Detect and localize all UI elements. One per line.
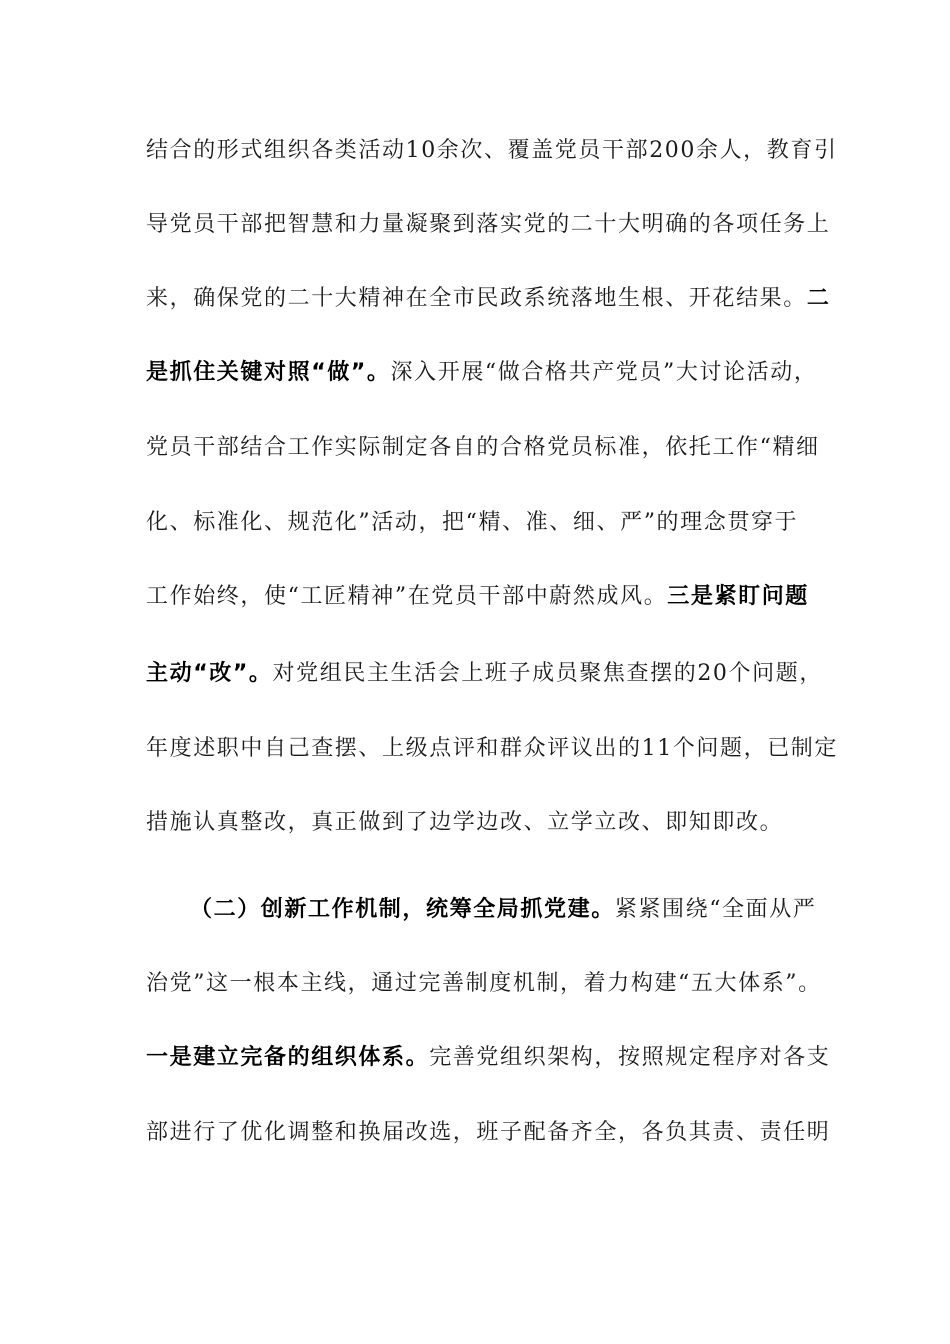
text-segment: 化、标准化、规范化”活动，把“精、准、细、严”的理念贯穿于: [146, 510, 799, 535]
bold-text-segment: （二）创新工作机制，统筹全局抓党建。: [190, 897, 615, 922]
text-line-7: [146, 577, 809, 617]
text-segment: 措施认真整改，真正做到了边学边改、立学立改、即知即改。: [146, 810, 784, 835]
text-line-11: [190, 890, 817, 930]
text-segment: 深入开展“做合格共产党员”大讨论活动，: [390, 360, 818, 385]
text-line-13: [146, 1038, 831, 1078]
bold-text-segment: 三是紧盯问题: [667, 584, 809, 609]
text-line-8: [146, 654, 823, 694]
text-line-9: [146, 729, 838, 769]
bold-text-segment: 是抓住关键对照“做”。: [146, 360, 391, 385]
text-line-2: [146, 205, 831, 245]
text-segment: 工作始终，使“工匠精神”在党员干部中蔚然成风。: [146, 584, 668, 609]
text-line-6: [146, 503, 806, 543]
text-segment: 导党员干部把智慧和力量凝聚到落实党的二十大明确的各项任务上: [146, 212, 831, 237]
text-segment: 部进行了优化调整和换届改选，班子配备齐全，各负其责、责任明: [146, 1120, 831, 1145]
text-line-3: [146, 279, 831, 319]
text-line-10: [146, 803, 806, 843]
text-line-14: [146, 1113, 831, 1153]
text-segment: 紧紧围绕“全面从严: [614, 897, 817, 922]
text-line-4: [146, 353, 818, 393]
bold-text-segment: 二: [806, 286, 831, 311]
text-segment: 党员干部结合工作实际制定各自的合格党员标准，依托工作“精细: [146, 435, 820, 460]
text-line-1: [146, 131, 838, 171]
text-segment: 治党”这一根本主线，通过完善制度机制，着力构建“五大体系”。: [146, 971, 822, 996]
text-segment: 结合的形式组织各类活动10余次、覆盖党员干部200余人，教育引: [146, 138, 838, 163]
text-segment: 年度述职中自己查摆、上级点评和群众评议出的11个问题，已制定: [146, 736, 838, 761]
text-line-5: [146, 428, 820, 468]
text-segment: 完善党组织架构，按照规定程序对各支: [429, 1045, 831, 1070]
bold-text-segment: 主动“改”。: [146, 661, 273, 686]
text-segment: 来，确保党的二十大精神在全市民政系统落地生根、开花结果。: [146, 286, 807, 311]
bold-text-segment: 一是建立完备的组织体系。: [146, 1045, 430, 1070]
text-line-12: [146, 964, 822, 1004]
text-segment: 对党组民主生活会上班子成员聚焦查摆的20个问题，: [272, 661, 823, 686]
